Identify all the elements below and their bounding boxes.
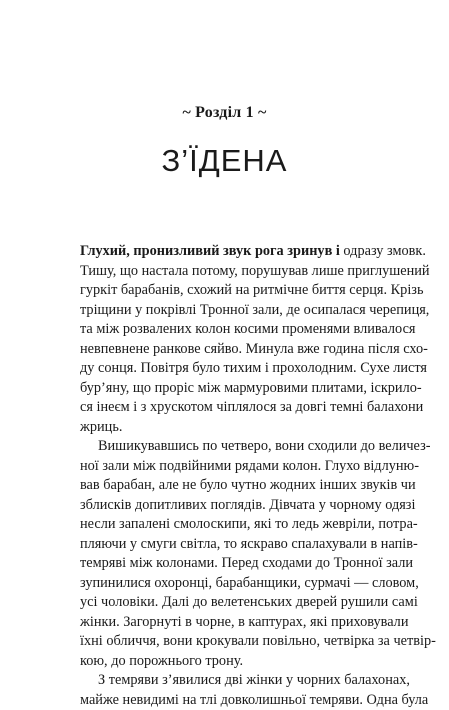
text-line: Тишу, що настала потому, порушував лише приглушений [80,262,396,282]
text-line: жриць. [80,418,396,438]
text-line: З темряви з’явилися дві жінки у чорних балахонах, [80,671,396,691]
text-line: несли запалені смолоскипи, які то ледь жевріли, потра- [80,515,396,535]
text-line: жінки. Загорнуті в чорне, в каптурах, які приховували [80,613,396,633]
text-line: зупинилися охоронці, барабанщики, сурмачі — словом, [80,574,396,594]
text-line: та між розвалених колон косими променями вливалося [80,320,396,340]
text-line: вав барабан, але не було чутно жодних інших звуків чи [80,476,396,496]
text-line: кою, до порожнього трону. [80,652,396,672]
text-line: темряві між колонами. Перед сходами до Тронної зали [80,554,396,574]
text-line: тріщини у покрівлі Тронної зали, де осипалася черепиця, [80,301,396,321]
text-line: пляючи у смуги світла, то яскраво спалахували в напів- [80,535,396,555]
body-text [80,242,396,710]
text-line: ся інеєм і з хрускотом чіплялося за довгі темні балахони [80,398,396,418]
text-line: усі чоловіки. Далі до велетенських дверей рушили самі [80,593,396,613]
text-line: Вишикувавшись по четверо, вони сходили до величез- [80,437,396,457]
text-line: невпевнене ранкове сяйво. Минула вже година після схо- [80,340,396,360]
text-line: гуркіт барабанів, схожий на ритмічне биття серця. Крізь [80,281,396,301]
lead-in: Глухий, пронизливий звук рога зринув і [80,243,340,259]
text-line: зблисків допитливих поглядів. Дівчата у чорному одязі [80,496,396,516]
chapter-title: З’ЇДЕНА [0,143,449,179]
text-line [80,242,396,262]
text-line: їхні обличчя, вони крокували повільно, четвірка за четвір- [80,632,396,652]
text-line: бур’яну, що проріс між мармуровими плитами, іскрило- [80,379,396,399]
text-line: ду сонця. Повітря було тихим і прохолодним. Сухе листя [80,359,396,379]
chapter-label: ~ Розділ 1 ~ [0,104,449,122]
line-text: одразу змовк. [340,243,426,259]
text-line: майже невидимі на тлі довколишньої темряви. Одна була [80,691,396,710]
text-line: ної зали між подвійними рядами колон. Глухо відлуню- [80,457,396,477]
